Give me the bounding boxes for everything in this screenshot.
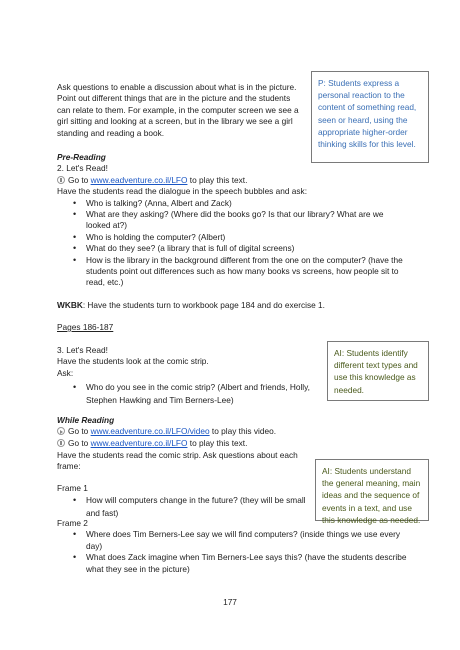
while-reading-heading: While Reading [57, 415, 115, 425]
list-item: • Where does Tim Berners-Lee say we will find computers? (inside things we use every day) [57, 529, 417, 552]
goto-text: Go to [68, 174, 89, 185]
objective-box-ai-1-text: AI: Students identify different text types and use this knowledge as needed. [334, 348, 418, 395]
list-item: • Who is talking? (Anna, Albert and Zack) [57, 198, 407, 209]
pre-reading-section [57, 152, 407, 289]
eadventure-video-link[interactable]: www.eadventure.co.il/LFO/video [90, 426, 210, 437]
frame-1-questions [57, 494, 317, 519]
speaker-icon [57, 176, 65, 184]
frame-2-block [57, 518, 417, 575]
wkbk-text: : Have the students turn to workbook page 184 and do exercise 1. [82, 300, 325, 310]
goto-line [57, 175, 407, 186]
page-number: 177 [223, 597, 237, 607]
lets-read-step-3: 3. Let's Read! [57, 345, 108, 355]
section-3-questions [57, 381, 327, 406]
objective-box-ai-2-text: AI: Students understand the general meaning, main ideas and the sequence of events in a text, and use this knowledge as needed. [322, 466, 421, 525]
list-item: • Who do you see in the comic strip? (Albert and friends, Holly, Stephen Hawking and Tim Berners-Lee) [57, 381, 327, 406]
ask-label: Ask: [57, 367, 74, 378]
video-goto-line [57, 426, 427, 437]
while-reading-section [57, 415, 427, 449]
pre-reading-questions [57, 198, 407, 289]
pre-reading-heading: Pre-Reading [57, 152, 106, 162]
objective-box-ai-2 [315, 459, 429, 525]
section-3 [57, 345, 327, 406]
eadventure-link[interactable]: www.eadventure.co.il/LFO [90, 437, 188, 448]
wkbk-label: WKBK [57, 300, 83, 310]
goto-text: Go to [68, 426, 89, 437]
frame-1-label: Frame 1 [57, 483, 88, 493]
list-item: • Who is holding the computer? (Albert) [57, 232, 407, 243]
frame-2-questions [57, 529, 417, 575]
list-item: • How is the library in the background different from the one on the computer? (have the students point out differences such as how many books vs screens, how people sit to read, etc.) [57, 255, 407, 289]
text-goto-line [57, 438, 427, 449]
objective-box-ai-1 [327, 341, 429, 401]
intro-paragraph: Ask questions to enable a discussion about what is in the picture. Point out different things that are in the picture and the students can relate to them. For example, in the computer screen we see a girl sitting and looking at a screen, but in the library we see a girl standing and reading a book. [57, 82, 299, 138]
play-video-icon [57, 427, 65, 435]
goto-tail-text: to play this text. [189, 174, 248, 185]
goto-tail-text: to play this text. [189, 437, 248, 448]
wkbk-line [57, 300, 437, 311]
lets-read-step-2: 2. Let's Read! [57, 163, 108, 174]
eadventure-link[interactable]: www.eadventure.co.il/LFO [90, 174, 188, 185]
pages-heading: Pages 186-187 [57, 322, 114, 332]
goto-text: Go to [68, 437, 89, 448]
section-3-instruction: Have the students look at the comic strip. [57, 356, 209, 367]
while-reading-instruction: Have the students read the comic strip. Ask questions about each frame: [57, 450, 298, 472]
frame-1-block [57, 483, 317, 519]
objective-box-p [311, 71, 429, 163]
pre-reading-instruction: Have the students read the dialogue in the speech bubbles and ask: [57, 186, 308, 197]
frame-2-label: Frame 2 [57, 518, 88, 528]
list-item: • What are they asking? (Where did the books go? Is that our library? What are we looked at?) [57, 209, 407, 232]
list-item: • What do they see? (a library that is full of digital screens) [57, 243, 407, 254]
objective-box-p-text: P: Students express a personal reaction to the content of something read, seen or heard, using the appropriate higher-order thinking skills for this level. [318, 78, 417, 150]
goto-tail-text: to play this video. [211, 426, 277, 437]
list-item: • How will computers change in the future? (they will be small and fast) [57, 494, 317, 519]
list-item: • What does Zack imagine when Tim Berners-Lee says this? (have the students describe what they see in the picture) [57, 552, 417, 575]
speaker-icon [57, 439, 65, 447]
